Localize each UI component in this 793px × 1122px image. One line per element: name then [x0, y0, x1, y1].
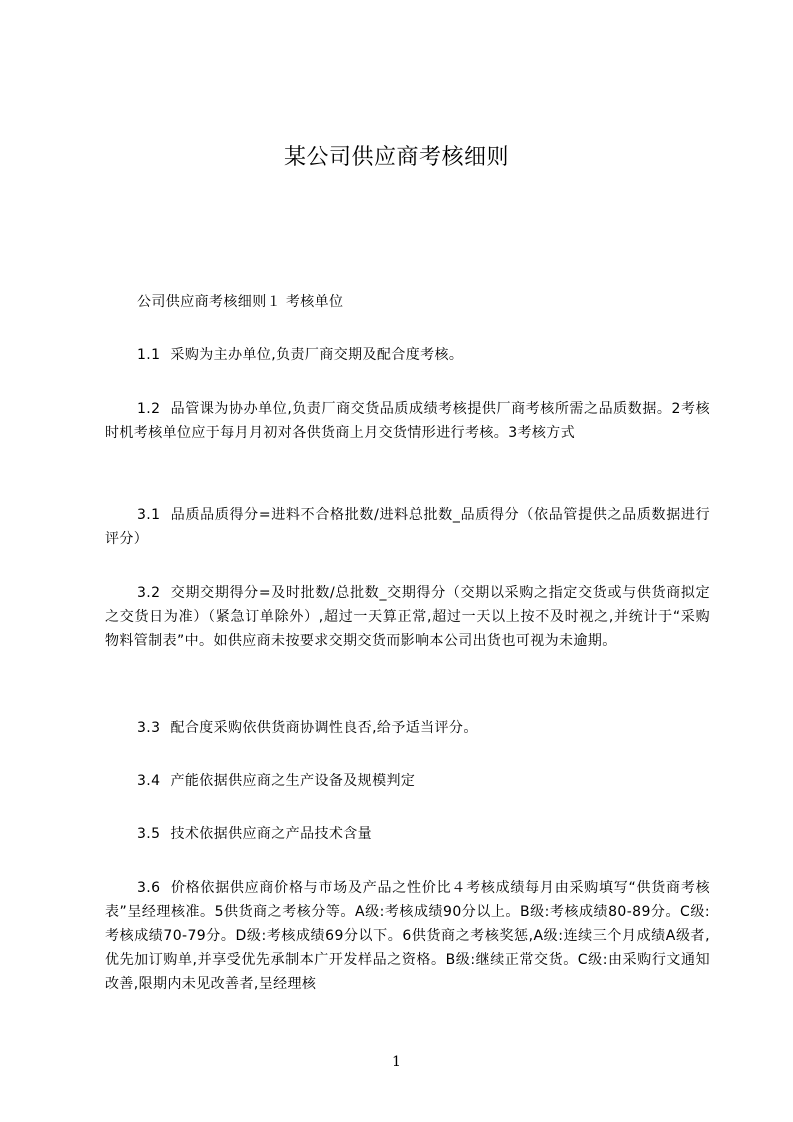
section-number: 1.1: [137, 347, 161, 363]
paragraph-text: 产能依据供应商之生产设备及规模判定: [170, 773, 416, 789]
paragraph-text: 品管课为协办单位,负责厂商交货品质成绩考核提供厂商考核所需之品质数据。2考核时机考核单位应于每月月初对各供货商上月交货情形进行考核。3考核方式: [105, 401, 710, 441]
paragraph-text: 品质品质得分=进料不合格批数/进料总批数_品质得分（依品管提供之品质数据进行评分）: [105, 507, 710, 547]
paragraph-intro: [105, 290, 710, 314]
paragraph-3-5: [105, 822, 710, 846]
paragraph-3-1: [105, 503, 710, 551]
section-number: 3.3: [137, 720, 161, 736]
page-number: 1: [392, 1054, 401, 1070]
paragraph-text: 技术依据供应商之产品技术含量: [170, 826, 373, 842]
paragraph-3-6: [105, 876, 710, 996]
paragraph-text: 公司供应商考核细则１ 考核单位: [137, 294, 344, 310]
section-number: 3.6: [137, 880, 161, 896]
paragraph-text: 采购为主办单位,负责厂商交期及配合度考核。: [170, 347, 464, 363]
section-number: 3.5: [137, 826, 161, 842]
paragraph-3-4: [105, 769, 710, 793]
paragraph-1-1: [105, 343, 710, 367]
paragraph-3-2: [105, 581, 710, 653]
paragraph-1-2: [105, 397, 710, 445]
paragraph-3-3: [105, 716, 710, 740]
document-title: 某公司供应商考核细则: [283, 145, 509, 170]
section-number: 3.4: [137, 773, 161, 789]
section-number: 3.2: [137, 585, 161, 601]
section-number: 1.2: [137, 401, 161, 417]
section-number: 3.1: [137, 507, 161, 523]
paragraph-text: 价格依据供应商价格与市场及产品之性价比４考核成绩每月由采购填写“供货商考核表”呈经理核准。5供货商之考核分等。A级:考核成绩90分以上。B级:考核成绩80-89分。C级:考核成绩70-79分。D级:考核成绩69分以下。6供货商之考核奖惩,A级:连续三个月成绩A级者,优先加订购单,并享受优先承制本广开发样品之资格。B级:继续正常交货。C级:由采购行文通知改善,限期内未见改善者,呈经理核: [105, 880, 710, 992]
paragraph-text: 配合度采购依供货商协调性良否,给予适当评分。: [170, 720, 478, 736]
paragraph-text: 交期交期得分=及时批数/总批数_交期得分（交期以采购之指定交货或与供货商拟定之交货日为准）（紧急订单除外）,超过一天算正常,超过一天以上按不及时视之,并统计于“采购物料管制表”中。如供应商未按要求交期交货而影响本公司出货也可视为未逾期。: [105, 585, 710, 649]
